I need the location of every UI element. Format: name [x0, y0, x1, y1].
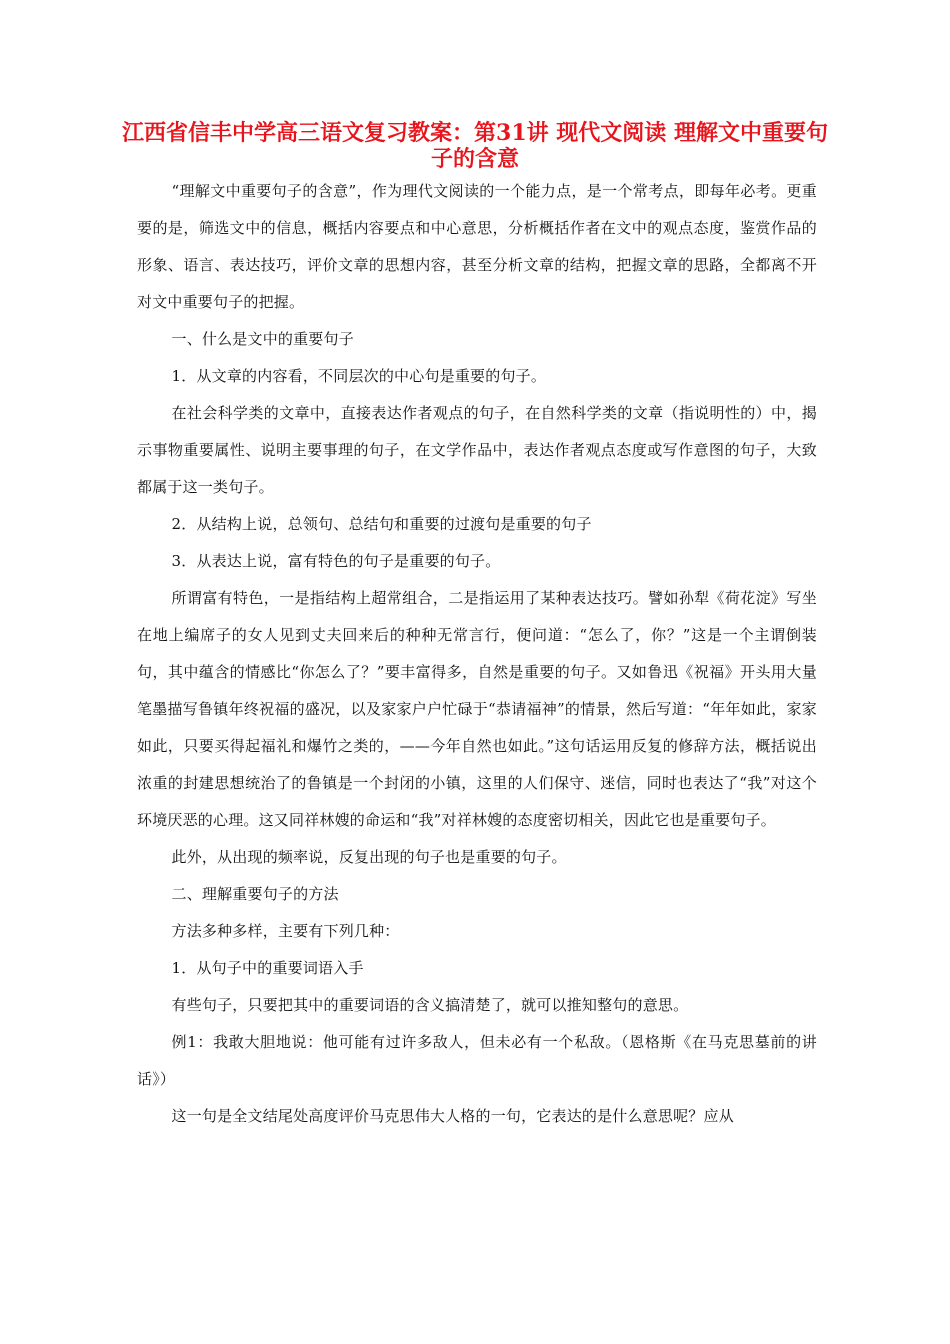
section-heading-2: 二、理解重要句子的方法 — [171, 885, 339, 903]
paragraph-method-1-detail: 有些句子，只要把其中的重要词语的含义搞清楚了，就可以推知整句的意思。 — [171, 996, 689, 1014]
paragraph-methods-intro: 方法多种多样，主要有下列几种： — [171, 922, 400, 940]
paragraph-point-3: 3．从表达上说，富有特色的句子是重要的句子。 — [171, 552, 501, 570]
paragraph-example-1-analysis: 这一句是全文结尾处高度评价马克思伟大人格的一句，它表达的是什么意思呢？应从 — [171, 1107, 734, 1125]
paragraph-point-2: 2．从结构上说，总领句、总结句和重要的过渡句是重要的句子 — [171, 515, 592, 533]
paragraph-point-3-detail: 所谓富有特色，一是指结构上超常组合，二是指运用了某种表达技巧。譬如孙犁《荷花淀》写坐在地上编席子的女人见到丈夫回来后的种种无常言行，便问道：“怎么了，你？”这是一个主谓倒装句，其中蕴含的情感比“你怎么了？”要丰富得多，自然是重要的句子。又如鲁迅《祝福》开头用大量笔墨描写鲁镇年终祝福的盛况，以及家家户户忙碌于“恭请福神”的情景，然后写道：“年年如此，家家如此，只要买得起福礼和爆竹之类的，——今年自然也如此。”这句话运用反复的修辞方法，概括说出浓重的封建思想统治了的鲁镇是一个封闭的小镇，这里的人们保守、迷信，同时也表达了“我”对这个环境厌恶的心理。这又同祥林嫂的命运和“我”对祥林嫂的态度密切相关，因此它也是重要句子。 — [137, 589, 817, 829]
paragraph-example-1: 例1：我敢大胆地说：他可能有过许多敌人，但未必有一个私敌。（恩格斯《在马克思墓前的讲话》） — [137, 1033, 817, 1088]
section-heading-1: 一、什么是文中的重要句子 — [171, 330, 354, 348]
paragraph-point-1-detail: 在社会科学类的文章中，直接表达作者观点的句子，在自然科学类的文章（指说明性的）中，揭示事物重要属性、说明主要事理的句子，在文学作品中，表达作者观点态度或写作意图的句子，大致都属于这一类句子。 — [137, 404, 817, 496]
paragraph-intro: “理解文中重要句子的含意”，作为理代文阅读的一个能力点，是一个常考点，即每年必考。更重要的是，筛选文中的信息，概括内容要点和中心意思，分析概括作者在文中的观点态度，鉴赏作品的形象、语言、表达技巧，评价文章的思想内容，甚至分析文章的结构，把握文章的思路，全都离不开对文中重要句子的把握。 — [137, 182, 817, 311]
document-body — [137, 173, 817, 1135]
paragraph-frequency: 此外，从出现的频率说，反复出现的句子也是重要的句子。 — [171, 848, 567, 866]
paragraph-point-1: 1．从文章的内容看，不同层次的中心句是重要的句子。 — [171, 367, 547, 385]
paragraph-method-1: 1．从句子中的重要词语入手 — [171, 959, 364, 977]
document-title: 江西省信丰中学高三语文复习教案：第31讲 现代文阅读 理解文中重要句子的含意 — [122, 120, 828, 172]
